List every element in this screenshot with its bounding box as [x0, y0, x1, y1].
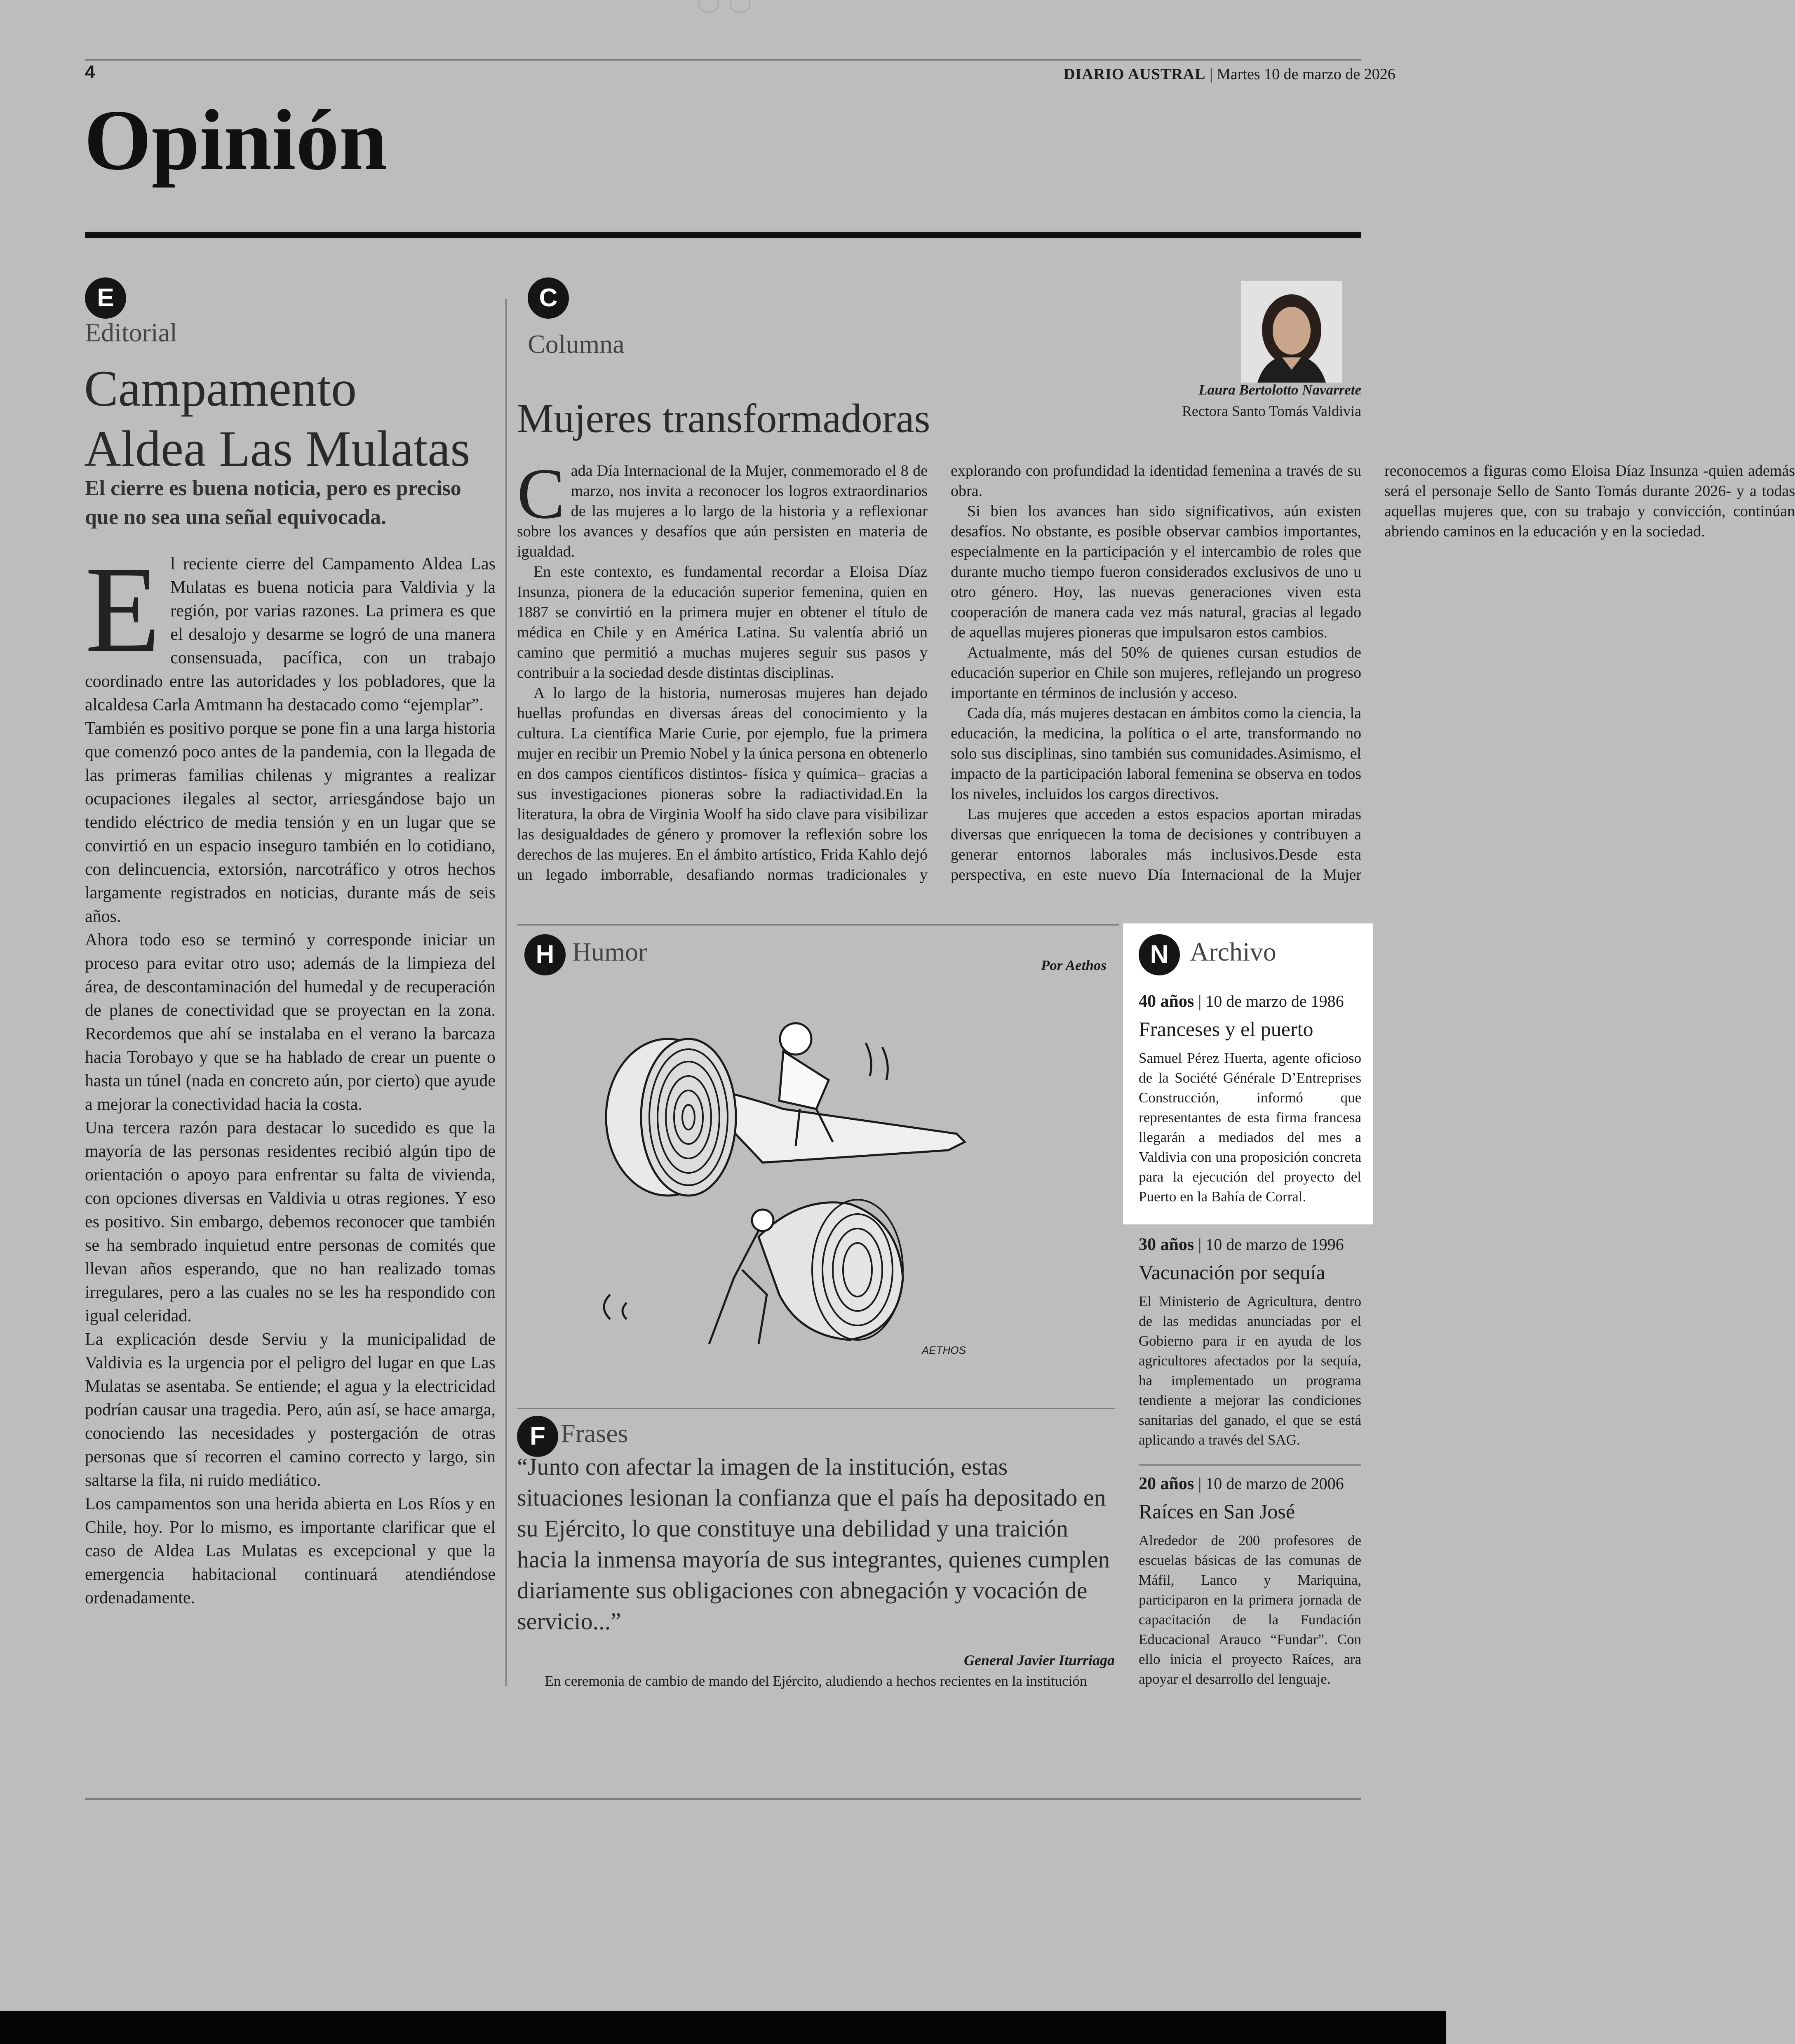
archivo-date: 10 de marzo de 2006	[1205, 1474, 1344, 1493]
column-paragraph: Actualmente, más del 50% de quienes cursan estudios de educación superior en Chile son mujeres, reflejando un progreso importante en términos de inclusión y acceso.	[951, 644, 1361, 702]
editorial-paragraph: l reciente cierre del Campamento Aldea Las Mulatas es buena noticia para Valdivia y la región, por varias razones. La primera es que el desalojo y desarme se logró de una manera consensuada, pacífica, con un trabajo coordinado entre las autoridades y los pobladores, que la alcaldesa Carla Amtmann ha destacado como “ejemplar”.	[85, 554, 496, 714]
editorial-paragraph: También es positivo porque se pone fin a una larga historia que comenzó poco antes de la pandemia, con la llegada de las primeras familias chilenas y migrantes a realizar ocupaciones ilegales al sector, arriesgándose bajo un tendido eléctrico de media tensión y en un lugar que se convirtió en un espacio inseguro también en lo cotidiano, con delincuencia, extorsión, narcotráfico y otros hechos largamente registrados en noticias, durante más de seis años.	[85, 719, 496, 926]
editorial-title-line2: Aldea Las Mulatas	[84, 421, 470, 477]
column-title: Mujeres transformadoras	[517, 395, 930, 441]
author-name: Laura Bertolotto Navarrete	[1198, 382, 1361, 398]
column-badge: C	[528, 277, 569, 319]
column-paragraph: Cada día, más mujeres destacan en ámbitos como la ciencia, la educación, la medicina, la política o el arte, transformando no solo sus disciplinas, sino también sus comunidades.Asimismo, el impacto de la participación laboral femenina se observa en todos los niveles, incluidos los cargos directivos.	[951, 705, 1361, 803]
archivo-badge: N	[1139, 934, 1180, 975]
column-paragraph: En este contexto, es fundamental recordar a Eloisa Díaz Insunza, pionera de la educación superior femenina, quien en 1887 se convirtió en la primera mujer en obtener el título de médica en Chile y en América Latina. Su valentía abrió un camino que permitió a muchas mujeres seguir sus pasos y contribuir a la sociedad desde distintas disciplinas.	[517, 563, 928, 681]
humor-top-rule	[517, 924, 1119, 926]
column-label: Columna	[528, 329, 625, 359]
section-title: Opinión	[84, 92, 388, 188]
editorial-paragraph: Una tercera razón para destacar lo sucedido es que la mayoría de las personas residentes recibió algún tipo de orientación o apoyo para enfrentar su falta de vivienda, con opciones diversas en Valdivia u otras regiones. Y eso es positivo. Sin embargo, debemos reconocer que también se ha sembrado inquietud entre personas de comités que llevan años esperando, que no han realizado tomas irregulares, pero a las cuales no se les ha respondido con igual celeridad.	[85, 1118, 496, 1325]
column-paragraph: ada Día Internacional de la Mujer, conmemorado el 8 de marzo, nos invita a reconocer los logros extraordinarios de las mujeres a lo largo de la historia y a reflexionar sobre los avances y desafíos que aún persisten en materia de igualdad.	[517, 462, 928, 560]
archivo-item	[1139, 1474, 1361, 1689]
editorial-paragraph: Ahora todo eso se terminó y corresponde iniciar un proceso para evitar otro uso; además de la limpieza del área, de descontaminación del humedal y de recuperación de planes de conectividad que se proyectan en la zona. Recordemos que ahí se instalaba en el verano la barcaza hacia Torobayo y que se ha hablado de crear un puente o hasta un túnel (nada en concreto aún, por cierto) que ayude a mejorar la conectividad hacia la costa.	[85, 930, 496, 1114]
issue-date: Martes 10 de marzo de 2026	[1217, 66, 1396, 83]
column-paragraph: A lo largo de la historia, numerosas mujeres han dejado huellas profundas en diversas áreas del conocimiento y la cultura. La científica Marie Curie, por ejemplo, fue la primera mujer en recibir un Premio Nobel y la única persona en obtenerlo en dos campos científicos distintos- física y química– gracias a sus investigaciones pioneras sobre la radiactividad.En la literatura, la obra de Virginia Woolf ha sido clave para visibilizar las desigualdades de género y promover la reflexión sobre los derechos de las mujeres. En el ámbito artístico, Frida Kahlo dejó un legado imborrable, desafiando normas tradicionales y explorando con profundidad la identidad femenina a través de su obra.	[517, 462, 1361, 883]
archivo-item-text: El Ministerio de Agricultura, dentro de las medidas anunciadas por el Gobierno para ir en ayuda de los agricultores afectados por la sequía, ha implementado un programa tendiente a mejorar las condiciones sanitarias del ganado, el que se está aplicando a través del SAG.	[1139, 1293, 1361, 1448]
archivo-item-date: 40 años | 10 de marzo de 1986	[1139, 992, 1344, 1011]
archivo-item-date: 20 años | 10 de marzo de 2006	[1139, 1474, 1344, 1493]
archivo-item	[1139, 991, 1361, 1207]
masthead-date	[1064, 65, 1396, 83]
editorial-paragraph: La explicación desde Serviu y la municipalidad de Valdivia es la urgencia por el peligro del lugar en que Las Mulatas se asentaba. Se entiende; el agua y la electricidad podrían causar una tragedia. Pero, aún así, se hace amarga, conociendo las necesidades y postergación de otras personas que sí recorren el camino correcto y largo, sin saltarse la fila, ni ruido mediático.	[85, 1330, 496, 1490]
newspaper-name: DIARIO AUSTRAL	[1064, 66, 1206, 83]
section-rule	[85, 232, 1361, 238]
column-paragraph: Si bien los avances han sido significativos, aún existen desafíos. No obstante, es posible observar cambios importantes, especialmente en la participación y el intercambio de roles que durante mucho tiempo fueron considerados exclusivos de uno u otro género. Hoy, las nuevas generaciones viven esta cooperación de manera cada vez más natural, gracias al legado de aquellas mujeres pioneras que impulsaron estos cambios.	[951, 503, 1361, 641]
archivo-item-title: Vacunación por sequía	[1139, 1261, 1325, 1284]
author-avatar	[1241, 281, 1342, 383]
archivo-date: 10 de marzo de 1996	[1205, 1235, 1344, 1254]
frases-label: Frases	[561, 1419, 628, 1448]
archivo-years: 20 años	[1139, 1474, 1194, 1493]
frases-badge: F	[517, 1416, 558, 1457]
editorial-title	[84, 359, 470, 479]
author-role: Rectora Santo Tomás Valdivia	[1182, 403, 1361, 419]
column-paragraph: Las mujeres que acceden a estos espacios aportan miradas diversas que enriquecen la toma de decisiones y contribuyen a generar entornos laborales más inclusivos.Desde esta perspectiva, en este nuevo Día Internacional de la Mujer reconocemos a figuras como Eloisa Díaz Insunza -quien además será el personaje Sello de Santo Tomás durante 2026- y a todas aquellas mujeres que, con su trabajo y convicción, continúan abriendo caminos en la educación y en la sociedad.	[951, 462, 1795, 883]
archivo-item-title: Raíces en San José	[1139, 1500, 1295, 1523]
editorial-badge: E	[85, 277, 126, 319]
bottom-toolbar	[0, 2011, 1446, 2044]
column-dropcap: C	[517, 453, 565, 533]
archivo-label: Archivo	[1190, 937, 1276, 966]
next-page-icon[interactable]	[730, 0, 750, 13]
prev-page-icon[interactable]	[698, 0, 719, 13]
archivo-item	[1139, 1235, 1361, 1450]
archivo-item-text: Samuel Pérez Huerta, agente oficioso de la Société Générale D’Entreprises Construcción, informó que representantes de esta firma francesa llegarán a mediados del mes a Valdivia con una proposición concreta para la ejecución del proyecto del Puerto en la Bahía de Corral.	[1139, 1050, 1361, 1205]
humor-cartoon	[585, 1006, 989, 1373]
top-rule	[85, 59, 1361, 61]
frases-author: General Javier Iturriaga	[963, 1652, 1115, 1668]
humor-badge: H	[524, 934, 566, 975]
separator: |	[1205, 66, 1217, 83]
archivo-item-date: 30 años | 10 de marzo de 1996	[1139, 1235, 1344, 1254]
editorial-dropcap: E	[85, 541, 161, 678]
archivo-years: 40 años	[1139, 992, 1194, 1011]
frases-context: En ceremonia de cambio de mando del Ejército, aludiendo a hechos recientes en la institución	[545, 1673, 1087, 1689]
column-divider	[505, 299, 507, 1686]
editorial-title-line1: Campamento	[84, 360, 357, 417]
frases-quote: “Junto con afectar la imagen de la institución, estas situaciones lesionan la confianza que el país ha depositado en su Ejército, lo que constituye una debilidad y una traición hacia la inmensa mayoría de sus integrantes, quienes cumplen diariamente sus obligaciones con abnegación y vocación de servicio...”	[517, 1453, 1110, 1635]
column-body	[517, 453, 1795, 902]
archivo-item-text: Alrededor de 200 profesores de escuelas básicas de las comunas de Máfil, Lanco y Mariquina, participaron en la primera jornada de capacitación de la Fundación Educacional Arauco “Fundar”. Con ello inicia el proyecto Raíces, ara apoyar el desarrollo del lenguaje.	[1139, 1532, 1361, 1687]
editorial-body	[85, 541, 496, 1610]
archivo-divider	[1139, 1464, 1361, 1466]
humor-credit: Por Aethos	[1041, 957, 1107, 973]
bottom-rule	[85, 1798, 1361, 1800]
cartoon-signature: AETHOS	[922, 1344, 966, 1356]
editorial-paragraph: Los campamentos son una herida abierta en Los Ríos y en Chile, hoy. Por lo mismo, es importante clarificar que el caso de Aldea Las Mulatas es excepcional y que la emergencia habitacional continuará atendiéndose ordenadamente.	[85, 1494, 496, 1607]
page-number: 4	[85, 62, 95, 82]
archivo-item-title: Franceses y el puerto	[1139, 1017, 1313, 1041]
archivo-date: 10 de marzo de 1986	[1205, 992, 1344, 1010]
editorial-label: Editorial	[85, 318, 177, 347]
editorial-subtitle: El cierre es buena noticia, pero es preciso que no sea una señal equivocada.	[85, 477, 461, 529]
archivo-years: 30 años	[1139, 1235, 1194, 1254]
frases-top-rule	[517, 1408, 1115, 1409]
humor-label: Humor	[572, 937, 647, 966]
